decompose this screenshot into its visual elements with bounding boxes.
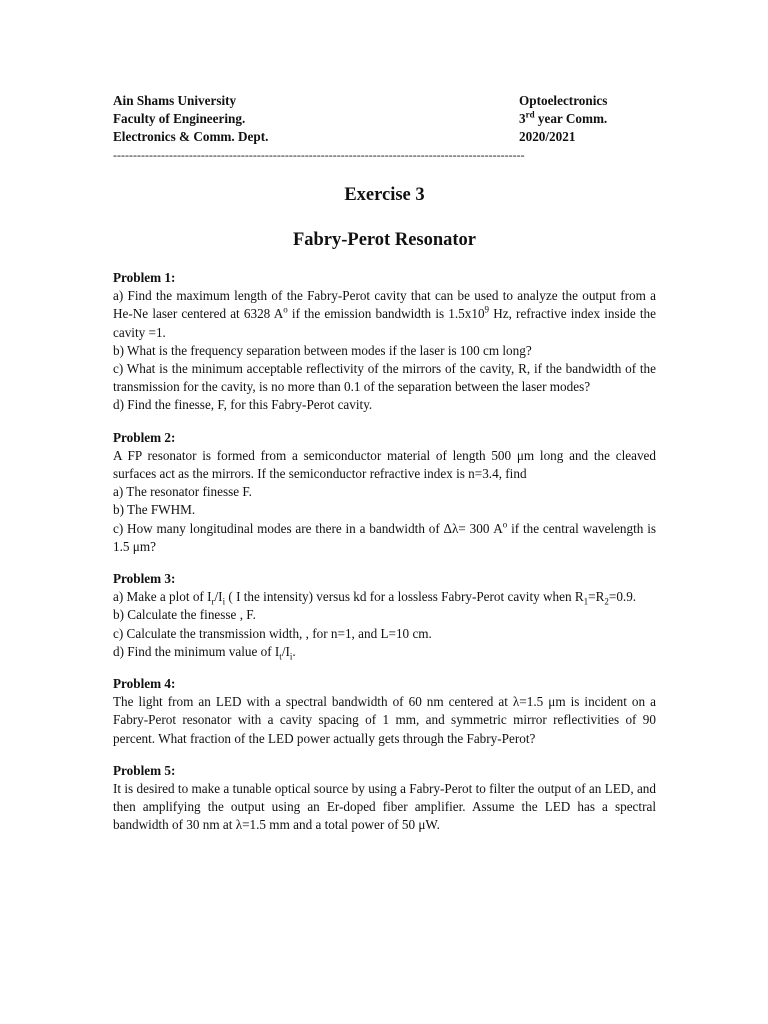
- problem-3-part-a: a) Make a plot of $I_r/I_i$ ( I the intensity) versus kd for a lossless Fabry-Perot cavity when $R_1=R_2=0.9$.: [113, 589, 637, 607]
- problem-1-part-a: a) Find the maximum length of the Fabry-Perot cavity that can be used to analyze the output from a He-Ne laser centered at 6328 $A^o$ if the emission bandwidth is $1.5x10^9$ Hz, refractive index inside the cavity =1.: [113, 288, 656, 340]
- problem-4: [113, 675, 656, 748]
- course-name: Optoelectronics: [519, 93, 608, 108]
- problem-1: [113, 269, 656, 415]
- department-name: Electronics & Comm. Dept.: [113, 129, 269, 145]
- problem-4-text: The light from an LED with a spectral bandwidth of 60 nm centered at λ=1.5 μm is incident on a Fabry-Perot resonator with a cavity spacing of 1 mm, and symmetric mirror reflectivities of 90 percent. What fraction of the LED power actually gets through the Fabry-Perot?: [113, 694, 656, 746]
- header-divider: -------------------------------------------------------------------------------------------------------: [113, 148, 525, 162]
- university-name: Ain Shams University: [113, 93, 237, 108]
- problem-1-part-c: c) What is the minimum acceptable reflectivity of the mirrors of the cavity, R, if the bandwidth of the transmission for the cavity, is no more than 0.1 of the separation between the laser modes?: [113, 361, 656, 395]
- problem-2-intro: A FP resonator is formed from a semiconductor material of length 500 μm long and the cleaved surfaces act as the mirrors. If the semiconductor refractive index is n=3.4, find: [113, 447, 656, 482]
- problem-1-part-b: b) What is the frequency separation between modes if the laser is 100 cm long?: [113, 342, 532, 358]
- problem-3-part-b: b) Calculate the finesse , F.: [113, 607, 256, 623]
- problem-2-part-b: b) The FWHM.: [113, 502, 196, 518]
- problem-5: [113, 762, 656, 835]
- institution-block: [113, 92, 268, 147]
- problem-5-text: It is desired to make a tunable optical source by using a Fabry-Perot to filter the output of an LED, and then amplifying the output using an Er-doped fiber amplifier. Assume the LED has a spectral bandwidth of 30 nm at λ=1.5 mm and a total power of 50 μW.: [113, 781, 656, 833]
- problem-heading: Problem 5:: [113, 762, 176, 778]
- problem-heading: Problem 4:: [113, 676, 176, 692]
- topic-title: Fabry-Perot Resonator: [292, 230, 477, 250]
- problem-2-part-c: c) How many longitudinal modes are there in a bandwidth of Δλ= 300 $A^o$ if the central wavelength is 1.5 μm?: [113, 519, 656, 554]
- document-header: [113, 92, 656, 148]
- problem-3-part-c: c) Calculate the transmission width, , for n=1, and L=10 cm.: [113, 625, 432, 641]
- course-year: 3rd year Comm.: [519, 109, 608, 127]
- problem-1-part-d: d) Find the finesse, F, for this Fabry-Perot cavity.: [113, 397, 373, 413]
- problem-2-part-a: a) The resonator finesse F.: [113, 484, 252, 500]
- exercise-title: Exercise 3: [344, 185, 425, 205]
- problem-heading: Problem 3:: [113, 571, 176, 587]
- problem-3: [113, 570, 656, 661]
- faculty-name: Faculty of Engineering.: [113, 111, 246, 127]
- academic-session: 2020/2021: [519, 129, 576, 145]
- problem-3-part-d: d) Find the minimum value of $I_t/I_i$.: [113, 643, 296, 662]
- course-block: [519, 92, 607, 147]
- problem-heading: Problem 1:: [113, 270, 176, 285]
- problem-heading: Problem 2:: [113, 429, 176, 445]
- problem-2: [113, 429, 656, 556]
- document-page: [113, 92, 656, 835]
